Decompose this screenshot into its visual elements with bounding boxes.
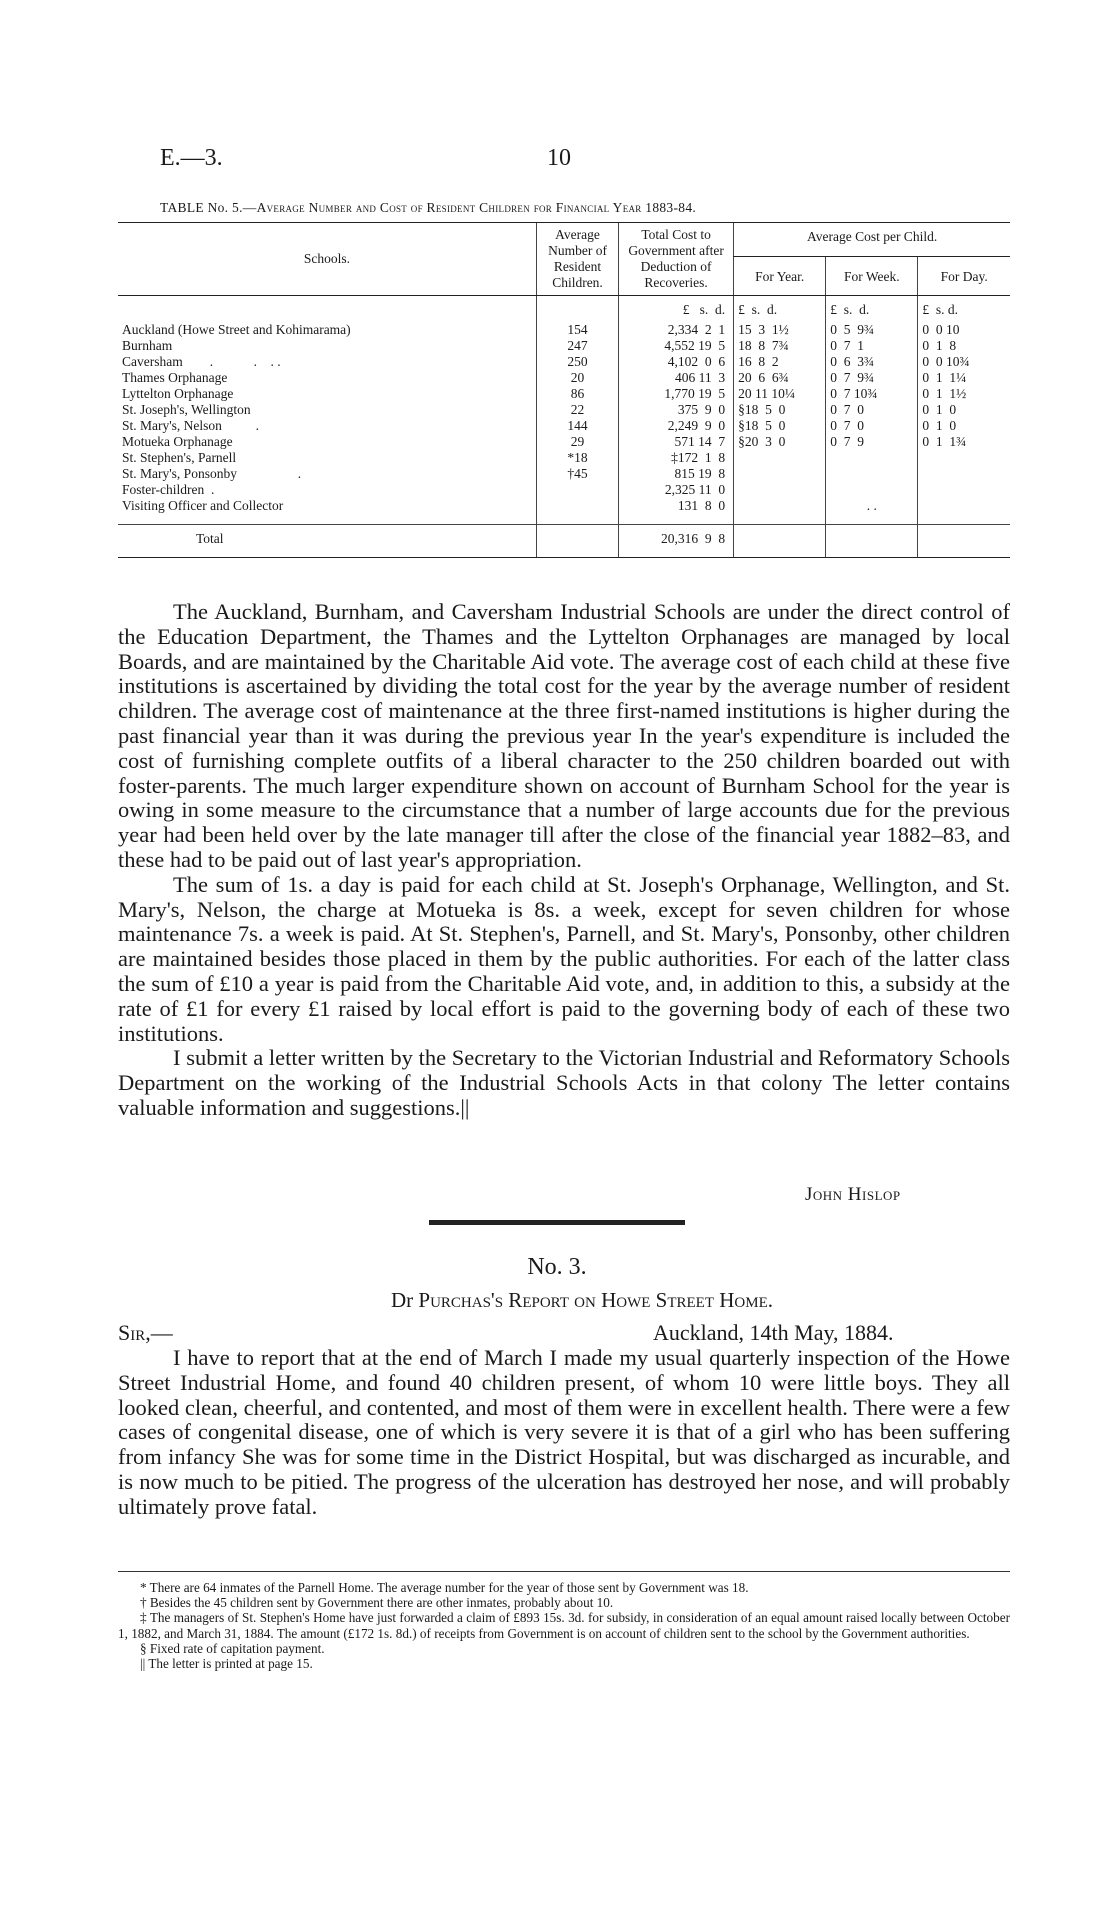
paragraph: I submit a letter written by the Secretary to the Victorian Industrial and Reformatory Schools Department on the working of the Industrial Schools Acts in that colony The letter contains valuable information and suggestions.||: [118, 1045, 1010, 1120]
page-header: [160, 145, 1000, 175]
table-row: St. Stephen's, Parnell *18 ‡172 1 8: [118, 450, 1010, 466]
table-row: Motueka Orphanage 29 571 14 7 §20 3 0 0 7 9 0 1 1¾: [118, 434, 1010, 450]
footnote: ‡ The managers of St. Stephen's Home have just forwarded a claim of £893 15s. 3d. for subsidy, in consideration of an equal amount raised locally between October 1, 1882, and March 31, 1884. The amount (£172 1s. 8d.) of receipts from Government is on account of children sent to the school by the Government authorities.: [118, 1610, 1010, 1641]
table-number: TABLE No. 5.—: [160, 200, 257, 215]
units-year: £ s. d.: [734, 296, 826, 322]
table-total-row: [118, 524, 1010, 557]
cost-table: [118, 222, 1010, 558]
col-header-for-year: For Year.: [734, 257, 826, 296]
units-day: £ s. d.: [918, 296, 1010, 322]
col-header-schools: Schools.: [118, 223, 536, 296]
report-body: [118, 1346, 1010, 1520]
table-row: St. Mary's, Ponsonby . †45 815 19 8: [118, 466, 1010, 482]
report-title: [0, 1288, 1114, 1313]
table-row: Foster-children . 2,325 11 0: [118, 482, 1010, 498]
table-caption: [160, 200, 1020, 216]
col-header-avg-cost-per-child: Average Cost per Child.: [734, 223, 1010, 257]
section-divider: [429, 1220, 685, 1225]
paragraph: The Auckland, Burnham, and Caversham Industrial Schools are under the direct control of the Education Department, the Thames and the Lyttelton Orphanages are managed by local Boards, and are maintained by the Charitable Aid vote. The average cost of each child at these five institutions is ascertained by dividing the total cost for the year by the average number of resident children. The average cost of maintenance at the three first-named institutions is higher during the past financial year than it was during the previous year In the year's expenditure is included the cost of furnishing complete outfits of a liberal character to the 250 children boarded out with foster-parents. The much larger expenditure shown on account of Burnham School for the year is owing in some measure to the circumstance that a number of large accounts due for the previous year had been held over by the late manager till after the close of the financial year 1882–83, and these had to be paid out of last year's appropriation.: [118, 599, 1010, 872]
total-cost-value: 20,316 9 8: [619, 524, 734, 557]
document-reference: E.—3.: [160, 145, 223, 171]
report-title-prefix: Dr: [390, 1288, 414, 1312]
table-row: St. Mary's, Nelson . 144 2,249 9 0 §18 5 0 0 7 0 0 1 0: [118, 418, 1010, 434]
footnotes: [118, 1580, 1010, 1671]
signature: John Hislop: [805, 1184, 901, 1205]
col-header-total-cost: Total Cost to Government after Deduction of Recoveries.: [619, 223, 734, 296]
table-row: St. Joseph's, Wellington 22 375 9 0 §18 5 0 0 7 0 0 1 0: [118, 402, 1010, 418]
table-row: Caversham . . . . 250 4,102 0 6 16 8 2 0 6 3¾ 0 0 10¾: [118, 354, 1010, 370]
footnote: || The letter is printed at page 15.: [140, 1656, 313, 1672]
table-row: Thames Orphanage 20 406 11 3 20 6 6¾ 0 7 9¾ 0 1 1¼: [118, 370, 1010, 386]
footnote: § Fixed rate of capitation payment.: [140, 1640, 325, 1656]
section-number: No. 3.: [527, 1254, 587, 1280]
footnote: * There are 64 inmates of the Parnell Home. The average number for the year of those sent by Government was 18.: [140, 1580, 749, 1595]
dateline: Auckland, 14th May, 1884.: [653, 1320, 894, 1345]
units-week: £ s. d.: [826, 296, 918, 322]
col-header-for-week: For Week.: [826, 257, 918, 296]
table-row: Lyttelton Orphanage 86 1,770 19 5 20 11 10¼ 0 7 10¾ 0 1 1½: [118, 386, 1010, 402]
table-row: Burnham 247 4,552 19 5 18 8 7¾ 0 7 1 0 1 8: [118, 338, 1010, 354]
salutation: Sir,—: [118, 1320, 173, 1345]
page-number: 10: [547, 145, 571, 171]
table-row: Auckland (Howe Street and Kohimarama) 154 2,334 2 1 15 3 1½ 0 5 9¾ 0 0 10: [118, 322, 1010, 338]
report-title-text: Purchas's Report on Howe Street Home.: [418, 1288, 773, 1312]
col-header-average-number: Average Number of Resident Children.: [536, 223, 618, 296]
table-row: Visiting Officer and Collector 131 8 0 . .: [118, 498, 1010, 525]
units-total: £ s. d.: [619, 296, 734, 322]
body-text: [118, 600, 1010, 1121]
paragraph: The sum of 1s. a day is paid for each child at St. Joseph's Orphanage, Wellington, and St. Mary's, Nelson, the charge at Motueka is 8s. a week, except for seven children for whose maintenance 7s. a week is paid. At St. Stephen's, Parnell, and St. Mary's, Ponsonby, other children are maintained besides those placed in them by the public authorities. For each of the latter class the sum of £10 a year is paid from the Charitable Aid vote, and, in addition to this, a subsidy at the rate of £1 for every £1 raised by local effort is paid to the governing body of each of these two institutions.: [118, 871, 1010, 1046]
footnote-divider: [118, 1571, 1010, 1572]
col-header-for-day: For Day.: [918, 257, 1010, 296]
total-label: Total: [118, 524, 536, 557]
paragraph: I have to report that at the end of March I made my usual quarterly inspection of the Howe Street Industrial Home, and found 40 children present, of whom 10 were little boys. They all looked clean, cheerful, and contented, and most of them were in excellent health. There were a few cases of congenital disease, one of which is very severe it is that of a girl who has been suffering from infancy She was for some time in the District Hospital, but was discharged as incurable, and is now much to be pitied. The progress of the ulceration has destroyed her nose, and will probably ultimately prove fatal.: [118, 1345, 1010, 1519]
footnote: † Besides the 45 children sent by Government there are other inmates, probably about 10.: [140, 1595, 614, 1611]
table-title: Average Number and Cost of Resident Children for Financial Year 1883-84.: [256, 200, 697, 215]
